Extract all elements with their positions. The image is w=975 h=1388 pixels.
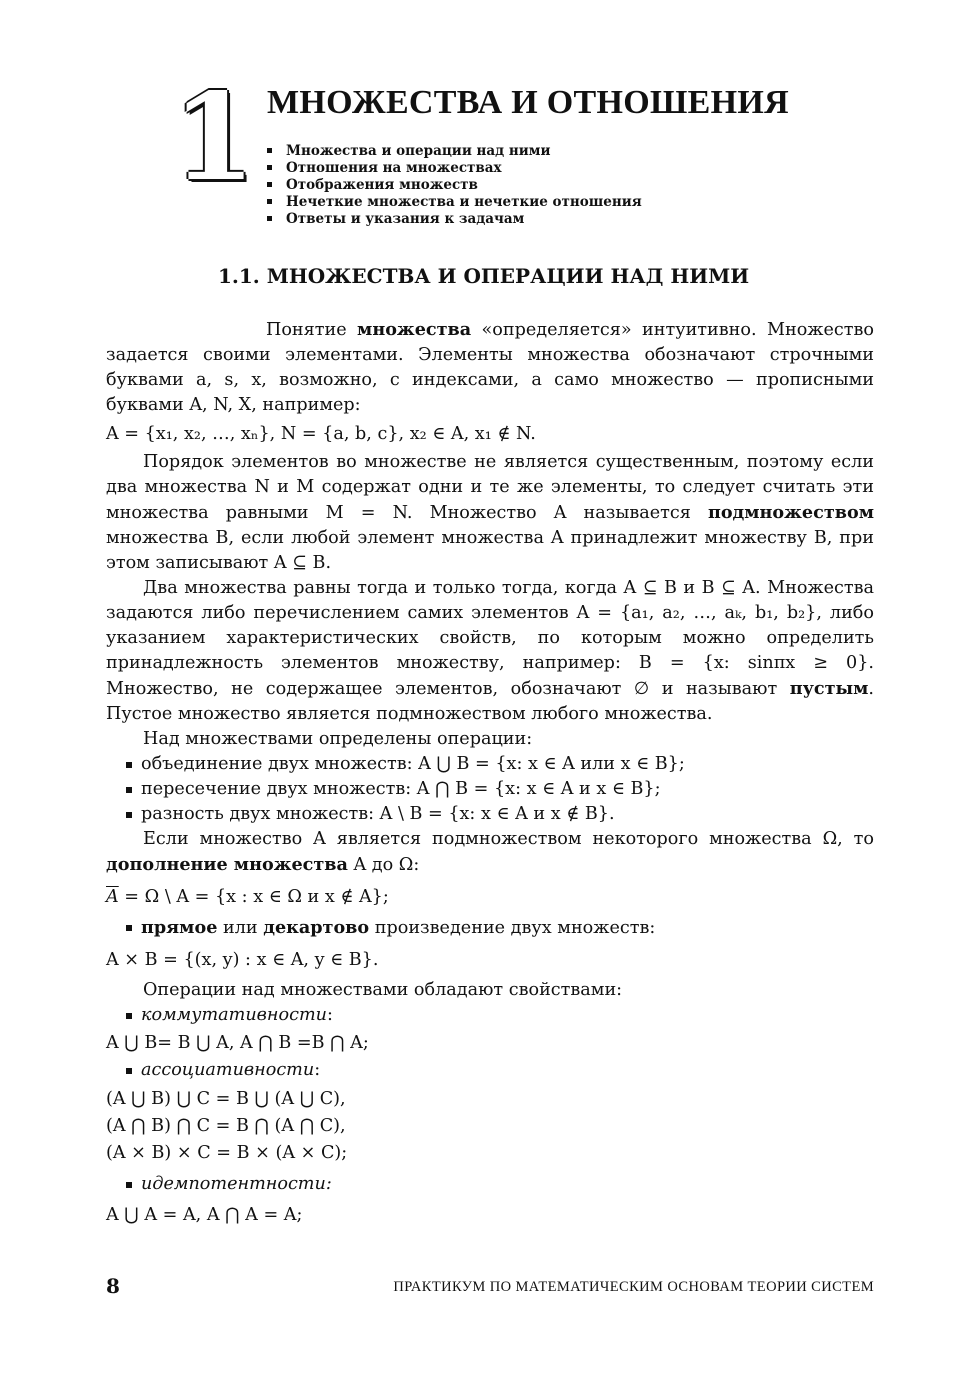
paragraph: Порядок элементов во множестве не является существенным, поэтому если два множества N и M содержат одни и те же элементы, то следует считать эти множества равными M = N. Множество A называется подмножеством множества B, если любой элемент множества A принадлежит множеству B, при этом записывают A ⊆ B. xyxy=(106,452,874,573)
paragraph: Операции над множествами обладают свойствами: xyxy=(143,980,623,1000)
section-title: 1.1. МНОЖЕСТВА И ОПЕРАЦИИ НАД НИМИ xyxy=(218,264,750,288)
list-item: пересечение двух множеств: A ⋂ B = {x: x ∈ A и x ∈ B}; xyxy=(106,777,874,802)
list-item: объединение двух множеств: A ⋃ B = {x: x ∈ A или x ∈ B}; xyxy=(106,752,874,777)
list-item: идемпотентности: xyxy=(106,1172,874,1197)
formula: A ⋃ B= B ⋃ A, A ⋂ B =B ⋂ A; xyxy=(106,1033,369,1053)
chapter-number: 1 xyxy=(172,67,256,208)
square-bullet-icon xyxy=(267,199,272,204)
formula: (A ⋂ B) ⋂ C = B ⋂ (A ⋂ C), xyxy=(106,1116,346,1136)
running-footer: ПРАКТИКУМ ПО МАТЕМАТИЧЕСКИМ ОСНОВАМ ТЕОРИИ СИСТЕМ xyxy=(393,1279,874,1295)
page-number: 8 xyxy=(106,1274,120,1298)
toc-item: Нечеткие множества и нечеткие отношения xyxy=(267,194,642,211)
paragraph: Если множество A является подмножеством некоторого множества Ω, то дополнение множества A до Ω: xyxy=(106,829,874,875)
chapter-title: МНОЖЕСТВА И ОТНОШЕНИЯ xyxy=(267,84,789,121)
list-item: прямое или декартово произведение двух множеств: xyxy=(106,915,874,941)
square-bullet-icon xyxy=(267,165,272,170)
list-item: коммутативности: xyxy=(106,1003,874,1028)
toc-item: Отношения на множествах xyxy=(267,160,642,177)
square-bullet-icon xyxy=(267,216,272,221)
formula: $\overline{A} = \Omega$ \ A = {x : x ∈ Ω и x ∉ A}; xyxy=(106,887,389,907)
toc-item: Ответы и указания к задачам xyxy=(267,211,642,228)
toc-item: Отображения множеств xyxy=(267,177,642,194)
formula: A × B = {(x, y) : x ∈ A, y ∈ B}. xyxy=(106,950,379,970)
chapter-contents xyxy=(267,143,642,228)
list-item: разность двух множеств: A \ B = {x: x ∈ A и x ∉ B}. xyxy=(106,802,874,827)
formula: A ⋃ A = A, A ⋂ A = A; xyxy=(106,1205,303,1225)
paragraph: Над множествами определены операции: xyxy=(143,729,533,749)
square-bullet-icon xyxy=(267,148,272,153)
body-text xyxy=(106,317,874,1228)
paragraph: Два множества равны тогда и только тогда, когда A ⊆ B и B ⊆ A. Множества задаются либо перечислением самих элементов A = {a₁, a₂, …, aₖ, b₁, b₂}, либо указанием характеристических свойств, по которым можно определить принадлежность элементов множеству, например: B = {x: sinπx ≥ 0}. Множество, не содержащее элементов, обозначают ∅ и называют пустым. Пустое множество является подмножеством любого множества. xyxy=(106,578,874,724)
toc-item: Множества и операции над ними xyxy=(267,143,642,160)
formula: (A ⋃ B) ⋃ C = B ⋃ (A ⋃ C), xyxy=(106,1089,346,1109)
square-bullet-icon xyxy=(267,182,272,187)
formula: A = {x₁, x₂, …, xₙ}, N = {a, b, c}, x₂ ∈ A, x₁ ∉ N. xyxy=(106,424,536,444)
paragraph: Понятие множества «определяется» интуитивно. Множество задается своими элементами. Элементы множества обозначают строчными буквами a, s, x, возможно, с индексами, а само множество — прописными буквами A, N, X, например: xyxy=(106,319,874,415)
formula: (A × B) × C = B × (A × C); xyxy=(106,1143,348,1163)
list-item: ассоциативности: xyxy=(106,1058,874,1083)
